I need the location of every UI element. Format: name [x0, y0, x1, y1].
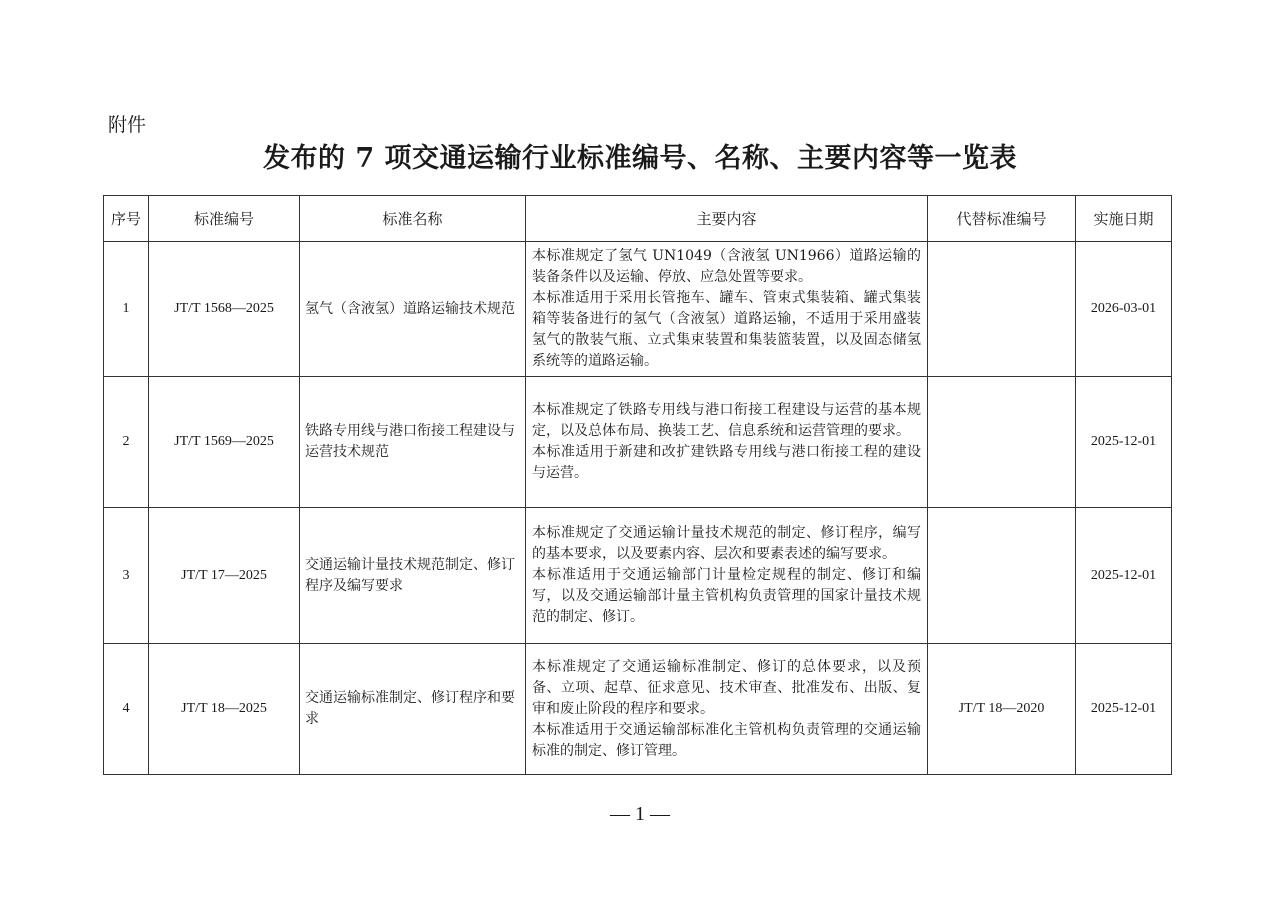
row-replaces: JT/T 18—2020 [928, 644, 1076, 775]
row-replaces [928, 508, 1076, 644]
header-content: 主要内容 [526, 196, 928, 242]
content-scope: 本标准规定了交通运输标准制定、修订的总体要求，以及预备、立项、起草、征求意见、技术审查、批准发布、出版、复审和废止阶段的程序和要求。 [532, 658, 921, 717]
row-date: 2026-03-01 [1076, 242, 1172, 377]
row-replaces [928, 242, 1076, 377]
row-date: 2025-12-01 [1076, 377, 1172, 508]
row-replaces [928, 377, 1076, 508]
row-date: 2025-12-01 [1076, 508, 1172, 644]
header-code: 标准编号 [149, 196, 300, 242]
row-date: 2025-12-01 [1076, 644, 1172, 775]
header-date: 实施日期 [1076, 196, 1172, 242]
content-applicability: 本标准适用于交通运输部标准化主管机构负责管理的交通运输标准的制定、修订管理。 [532, 721, 921, 759]
row-code: JT/T 1569—2025 [149, 377, 300, 508]
row-content [526, 644, 928, 775]
content-scope: 本标准规定了交通运输计量技术规范的制定、修订程序，编写的基本要求，以及要素内容、层次和要素表述的编写要求。 [532, 525, 921, 562]
header-replaces: 代替标准编号 [928, 196, 1076, 242]
table-row [104, 242, 1172, 377]
row-code: JT/T 18—2025 [149, 644, 300, 775]
row-content [526, 508, 928, 644]
content-applicability: 本标准适用于采用长管拖车、罐车、管束式集装箱、罐式集装箱等装备进行的氢气（含液氢）道路运输，不适用于采用盛装氢气的散装气瓶、立式集束装置和集装篮装置，以及固态储氢系统等的道路运输。 [532, 290, 921, 369]
row-index: 4 [104, 644, 149, 775]
table-header-row [104, 196, 1172, 242]
row-content [526, 242, 928, 377]
content-applicability: 本标准适用于新建和改扩建铁路专用线与港口衔接工程的建设与运营。 [532, 444, 921, 481]
row-name: 交通运输标准制定、修订程序和要求 [300, 644, 526, 775]
table-row [104, 377, 1172, 508]
table-row [104, 508, 1172, 644]
row-name: 氢气（含液氢）道路运输技术规范 [300, 242, 526, 377]
document-title: 发布的 7 项交通运输行业标准编号、名称、主要内容等一览表 [262, 143, 1018, 174]
row-code: JT/T 17—2025 [149, 508, 300, 644]
row-name: 铁路专用线与港口衔接工程建设与运营技术规范 [300, 377, 526, 508]
content-applicability: 本标准适用于交通运输部门计量检定规程的制定、修订和编写，以及交通运输部计量主管机构负责管理的国家计量技术规范的制定、修订。 [532, 567, 921, 625]
row-name: 交通运输计量技术规范制定、修订程序及编写要求 [300, 508, 526, 644]
row-index: 2 [104, 377, 149, 508]
content-scope: 本标准规定了氢气 UN1049（含液氢 UN1966）道路运输的装备条件以及运输、停放、应急处置等要求。 [532, 248, 921, 285]
header-index: 序号 [104, 196, 149, 242]
table-row [104, 644, 1172, 775]
row-index: 1 [104, 242, 149, 377]
content-scope: 本标准规定了铁路专用线与港口衔接工程建设与运营的基本规定，以及总体布局、换装工艺、信息系统和运营管理的要求。 [532, 402, 921, 439]
attachment-label: 附件 [108, 114, 147, 136]
row-index: 3 [104, 508, 149, 644]
row-code: JT/T 1568—2025 [149, 242, 300, 377]
standards-table [103, 195, 1172, 775]
header-name: 标准名称 [300, 196, 526, 242]
row-content [526, 377, 928, 508]
page-number: — 1 — [610, 803, 670, 825]
